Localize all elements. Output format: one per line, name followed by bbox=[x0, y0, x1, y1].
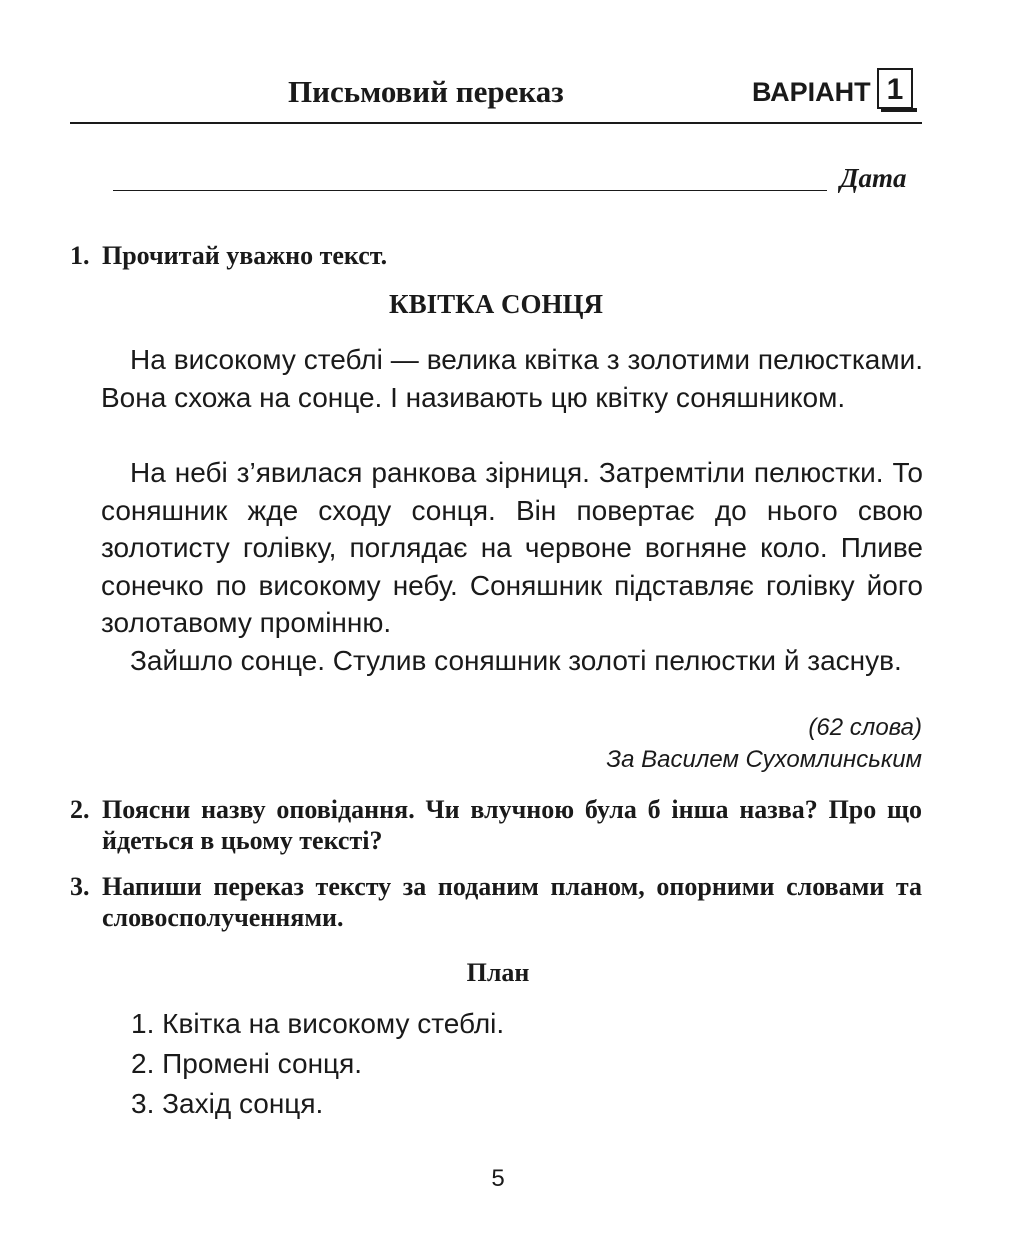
variant-number-box: 1 bbox=[877, 68, 913, 109]
task-3-text: Напиши переказ тексту за поданим планом, опорними словами та словосполученнями. bbox=[102, 872, 922, 932]
plan-item: 3. Захід сонця. bbox=[131, 1088, 324, 1119]
story-title: КВІТКА СОНЦЯ bbox=[389, 289, 603, 319]
attribution: За Василем Сухомлинським bbox=[606, 746, 922, 773]
task-1 bbox=[70, 240, 922, 271]
task-3 bbox=[70, 871, 922, 933]
variant-box-shadow bbox=[881, 108, 917, 112]
task-3-number: 3. bbox=[70, 872, 90, 901]
header-title: Письмовий переказ bbox=[288, 74, 564, 109]
plan-heading: План bbox=[466, 958, 530, 987]
header-divider bbox=[70, 122, 922, 124]
date-label: Дата bbox=[840, 163, 907, 193]
plan-item: 1. Квітка на високому стеблі. bbox=[131, 1008, 505, 1039]
page-number: 5 bbox=[491, 1165, 505, 1192]
story-paragraph: На небі з’явилася ранкова зірниця. Затремтіли пелюстки. То соняшник жде сходу сонця. Він повертає до нього свою золотисту голівку, поглядає на червоне вогняне коло. Пливе сонечко по високому небу. Соняшник підставляє голівку його золотавому промінню. bbox=[101, 457, 923, 638]
task-2 bbox=[70, 794, 922, 856]
plan-item: 2. Промені сонця. bbox=[131, 1048, 363, 1079]
story-paragraph: На високому стеблі — велика квітка з золотими пелюстками. Вона схожа на сонце. І називають цю квітку соняшником. bbox=[101, 344, 923, 413]
variant-label: ВАРІАНТ bbox=[752, 77, 871, 107]
task-1-text: Прочитай уважно текст. bbox=[102, 241, 388, 270]
date-input-line[interactable] bbox=[113, 190, 827, 191]
story-paragraph: Зайшло сонце. Стулив соняшник золоті пелюстки й заснув. bbox=[130, 645, 902, 676]
task-2-text: Поясни назву оповідання. Чи влучною була б інша назва? Про що йдеться в цьому тексті? bbox=[102, 795, 922, 855]
task-2-number: 2. bbox=[70, 795, 90, 824]
word-count: (62 слова) bbox=[808, 714, 922, 741]
task-1-number: 1. bbox=[70, 241, 90, 270]
